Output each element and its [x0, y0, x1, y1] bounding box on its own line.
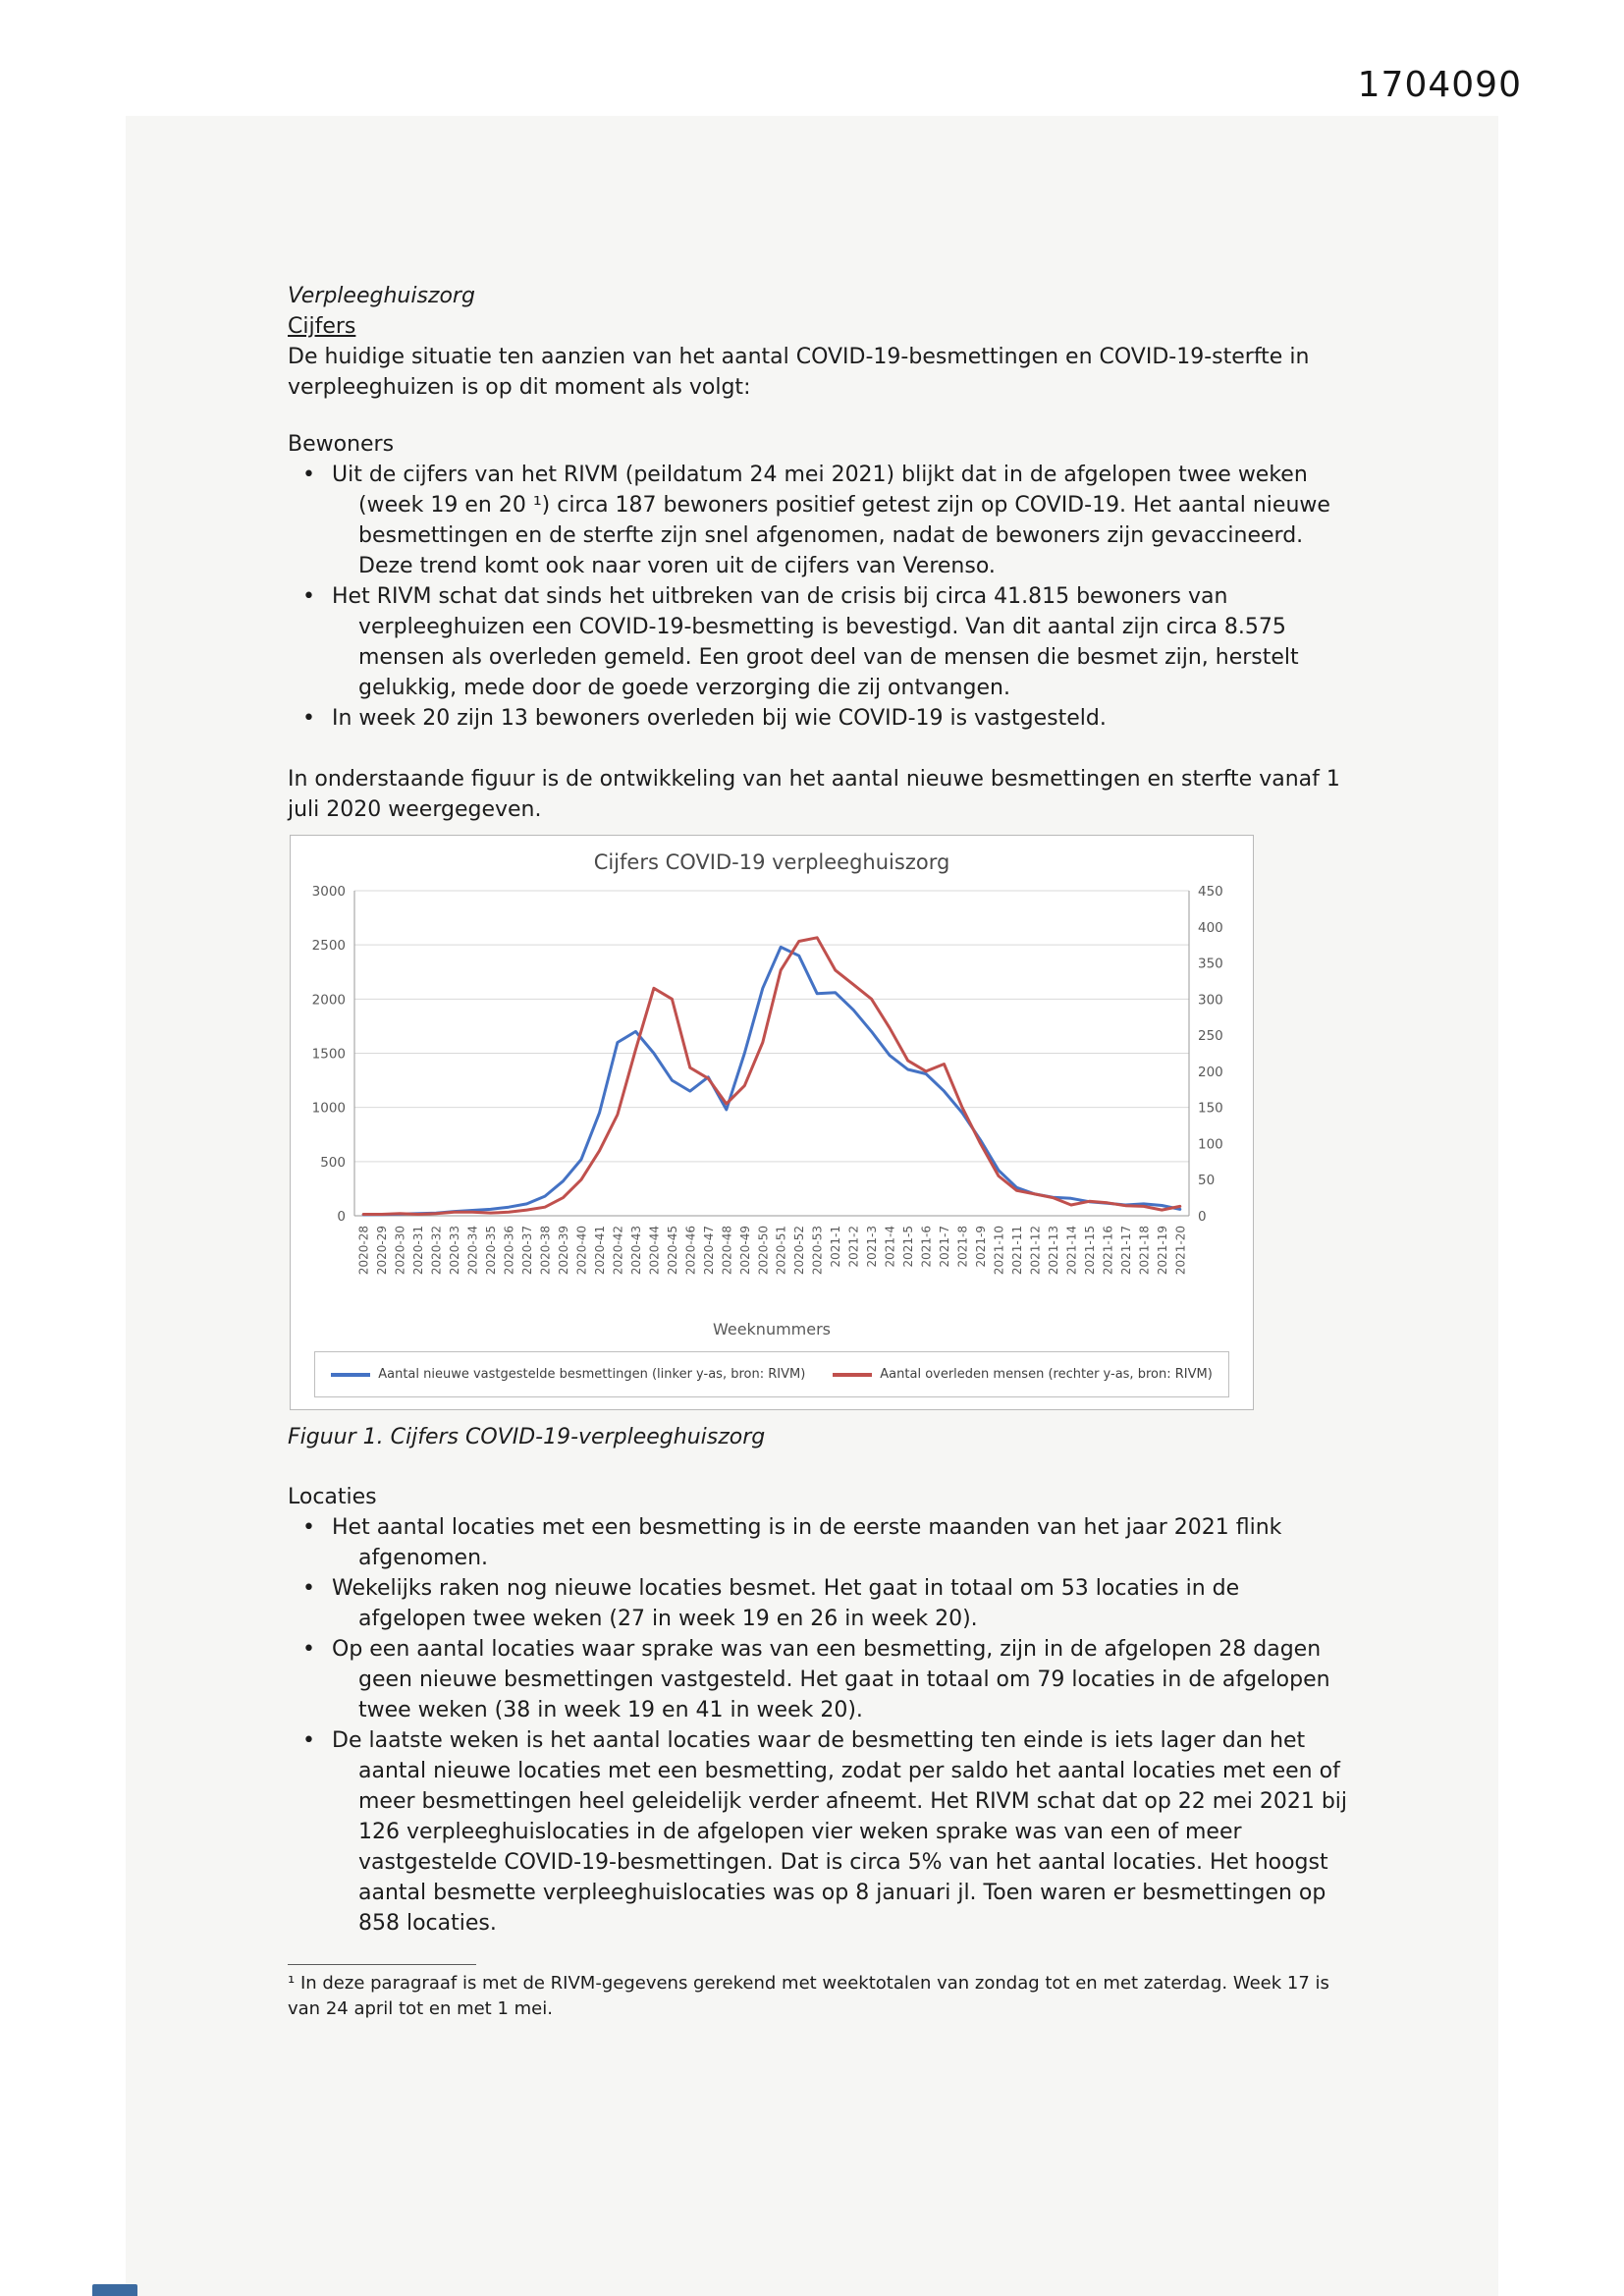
- list-item: • Het aantal locaties met een besmetting is in de eerste maanden van het jaar 2021 flink afgenomen.: [288, 1512, 1353, 1573]
- svg-text:2021-19: 2021-19: [1155, 1226, 1169, 1276]
- legend-label: Aantal overleden mensen (rechter y-as, bron: RIVM): [880, 1367, 1213, 1382]
- svg-text:2020-47: 2020-47: [701, 1226, 716, 1276]
- svg-text:2020-50: 2020-50: [756, 1226, 771, 1276]
- svg-text:2021-4: 2021-4: [883, 1226, 897, 1268]
- svg-text:250: 250: [1198, 1028, 1223, 1045]
- legend-item-overleden: [833, 1359, 1212, 1390]
- svg-text:400: 400: [1198, 919, 1223, 936]
- legend-label: Aantal nieuwe vastgestelde besmettingen (linker y-as, bron: RIVM): [378, 1367, 806, 1382]
- legend-line-blue-icon: [331, 1373, 370, 1377]
- svg-text:2020-49: 2020-49: [737, 1226, 752, 1276]
- svg-text:2021-16: 2021-16: [1101, 1226, 1115, 1276]
- svg-text:2020-35: 2020-35: [484, 1226, 499, 1276]
- svg-text:2021-6: 2021-6: [919, 1226, 934, 1268]
- document-content: [288, 281, 1353, 2022]
- svg-text:2020-52: 2020-52: [792, 1226, 807, 1276]
- locaties-list: [288, 1512, 1353, 1939]
- svg-text:300: 300: [1198, 992, 1223, 1009]
- intro-paragraph: De huidige situatie ten aanzien van het aantal COVID-19-besmettingen en COVID-19-sterfte in verpleeghuizen is op dit moment als volgt:: [288, 345, 1310, 400]
- svg-text:2020-28: 2020-28: [356, 1226, 371, 1276]
- svg-text:2021-9: 2021-9: [974, 1226, 988, 1268]
- svg-text:2020-31: 2020-31: [411, 1226, 426, 1276]
- svg-text:0: 0: [1198, 1209, 1207, 1225]
- svg-text:2021-18: 2021-18: [1137, 1226, 1152, 1276]
- svg-text:2020-30: 2020-30: [393, 1226, 407, 1276]
- legend-line-red-icon: [833, 1373, 872, 1377]
- list-item: • De laatste weken is het aantal locaties waar de besmetting ten einde is iets lager dan het aantal nieuwe locaties met een besmetting, zodat per saldo het aantal locaties met een of meer besmettingen heel geleidelijk verder afneemt. Het RIVM schat dat op 22 mei 2021 bij 126 verpleeghuislocaties in de afgelopen vier weken sprake was van een of meer vastgestelde COVID-19-besmettingen. Dat is circa 5% van het aantal locaties. Het hoogst aantal besmette verpleeghuislocaties was op 8 januari jl. Toen waren er besmettingen op 858 locaties.: [288, 1725, 1353, 1939]
- svg-text:2020-45: 2020-45: [665, 1226, 679, 1276]
- list-item: • In week 20 zijn 13 bewoners overleden bij wie COVID-19 is vastgesteld.: [288, 703, 1353, 734]
- chart-x-axis-title: Weeknummers: [712, 1320, 832, 1339]
- svg-text:2020-51: 2020-51: [774, 1226, 788, 1276]
- svg-text:3000: 3000: [311, 884, 346, 900]
- svg-text:2000: 2000: [311, 992, 346, 1009]
- section-heading-locaties: Locaties: [288, 1485, 377, 1509]
- svg-text:2020-42: 2020-42: [611, 1226, 625, 1276]
- svg-text:2021-14: 2021-14: [1064, 1226, 1079, 1276]
- bewoners-list: [288, 460, 1353, 734]
- figure-caption: Figuur 1. Cijfers COVID-19-verpleeghuiszorg: [288, 1425, 766, 1449]
- svg-text:2020-32: 2020-32: [429, 1226, 444, 1276]
- page-footer-mark: [92, 2284, 137, 2296]
- svg-text:2021-13: 2021-13: [1046, 1226, 1060, 1276]
- svg-text:450: 450: [1198, 884, 1223, 900]
- footnote-separator: [288, 1964, 476, 1965]
- list-item: • Op een aantal locaties waar sprake was van een besmetting, zijn in de afgelopen 28 dagen geen nieuwe besmettingen vastgesteld. Het gaat in totaal om 79 locaties in de afgelopen twee weken (38 in week 19 en 41 in week 20).: [288, 1634, 1353, 1725]
- svg-text:2020-39: 2020-39: [557, 1226, 570, 1276]
- svg-text:2021-2: 2021-2: [846, 1226, 861, 1268]
- svg-text:150: 150: [1198, 1100, 1223, 1117]
- list-item: • Wekelijks raken nog nieuwe locaties besmet. Het gaat in totaal om 53 locaties in de afgelopen twee weken (27 in week 19 en 26 in week 20).: [288, 1573, 1353, 1634]
- svg-text:2021-1: 2021-1: [829, 1226, 843, 1268]
- chart-plot-area: [300, 877, 1243, 1324]
- svg-text:2020-33: 2020-33: [448, 1226, 462, 1276]
- svg-text:2020-38: 2020-38: [538, 1226, 553, 1276]
- svg-text:2020-53: 2020-53: [810, 1226, 825, 1276]
- svg-text:2020-34: 2020-34: [465, 1226, 480, 1276]
- svg-text:2020-46: 2020-46: [683, 1226, 698, 1276]
- svg-text:2021-17: 2021-17: [1118, 1226, 1133, 1276]
- figure-intro-paragraph: In onderstaande figuur is de ontwikkeling van het aantal nieuwe besmettingen en sterfte vanaf 1 juli 2020 weergegeven.: [288, 767, 1340, 822]
- svg-text:2020-29: 2020-29: [375, 1226, 390, 1276]
- svg-text:0: 0: [337, 1209, 346, 1225]
- chart-title: Cijfers COVID-19 verpleeghuiszorg: [593, 850, 950, 874]
- svg-text:100: 100: [1198, 1136, 1223, 1153]
- svg-text:1000: 1000: [311, 1100, 346, 1117]
- svg-text:2020-41: 2020-41: [592, 1226, 607, 1276]
- svg-text:350: 350: [1198, 956, 1223, 972]
- chart-legend: [314, 1351, 1229, 1397]
- footnote-text: ¹ In deze paragraaf is met de RIVM-gegevens gerekend met weektotalen van zondag tot en met zaterdag. Week 17 is van 24 april tot en met 1 mei.: [288, 1973, 1329, 2019]
- svg-text:2021-20: 2021-20: [1173, 1226, 1188, 1276]
- svg-text:2020-37: 2020-37: [520, 1226, 535, 1276]
- svg-text:2021-12: 2021-12: [1028, 1226, 1043, 1276]
- section-heading-bewoners: Bewoners: [288, 432, 395, 457]
- doc-subtitle: Cijfers: [288, 314, 356, 339]
- svg-text:2020-43: 2020-43: [628, 1226, 643, 1276]
- svg-text:2021-15: 2021-15: [1082, 1226, 1097, 1276]
- list-item: • Uit de cijfers van het RIVM (peildatum 24 mei 2021) blijkt dat in de afgelopen twee weken (week 19 en 20 ¹) circa 187 bewoners positief getest zijn op COVID-19. Het aantal nieuwe besmettingen en de sterfte zijn snel afgenomen, nadat de bewoners zijn gevaccineerd. Deze trend komt ook naar voren uit de cijfers van Verenso.: [288, 460, 1353, 581]
- svg-text:2021-11: 2021-11: [1009, 1226, 1024, 1276]
- svg-text:2021-3: 2021-3: [865, 1226, 880, 1268]
- svg-text:500: 500: [320, 1154, 346, 1171]
- svg-text:2021-8: 2021-8: [955, 1226, 970, 1268]
- svg-text:2021-5: 2021-5: [901, 1226, 916, 1268]
- svg-text:2021-7: 2021-7: [938, 1226, 952, 1268]
- legend-item-besmettingen: [331, 1359, 805, 1390]
- svg-text:2020-36: 2020-36: [502, 1226, 516, 1276]
- svg-text:2500: 2500: [311, 938, 346, 955]
- svg-text:200: 200: [1198, 1064, 1223, 1080]
- svg-text:2020-44: 2020-44: [647, 1226, 662, 1276]
- svg-text:2020-40: 2020-40: [574, 1226, 589, 1276]
- document-number: 1704090: [1357, 65, 1522, 105]
- svg-text:2020-48: 2020-48: [720, 1226, 734, 1276]
- chart-figure: [290, 835, 1254, 1410]
- svg-text:1500: 1500: [311, 1046, 346, 1063]
- list-item: • Het RIVM schat dat sinds het uitbreken van de crisis bij circa 41.815 bewoners van verpleeghuizen een COVID-19-besmetting is bevestigd. Van dit aantal zijn circa 8.575 mensen als overleden gemeld. Een groot deel van de mensen die besmet zijn, herstelt gelukkig, mede door de goede verzorging die zij ontvangen.: [288, 581, 1353, 703]
- svg-text:2021-10: 2021-10: [992, 1226, 1006, 1276]
- svg-text:50: 50: [1198, 1173, 1216, 1189]
- doc-title: Verpleeghuiszorg: [288, 284, 475, 308]
